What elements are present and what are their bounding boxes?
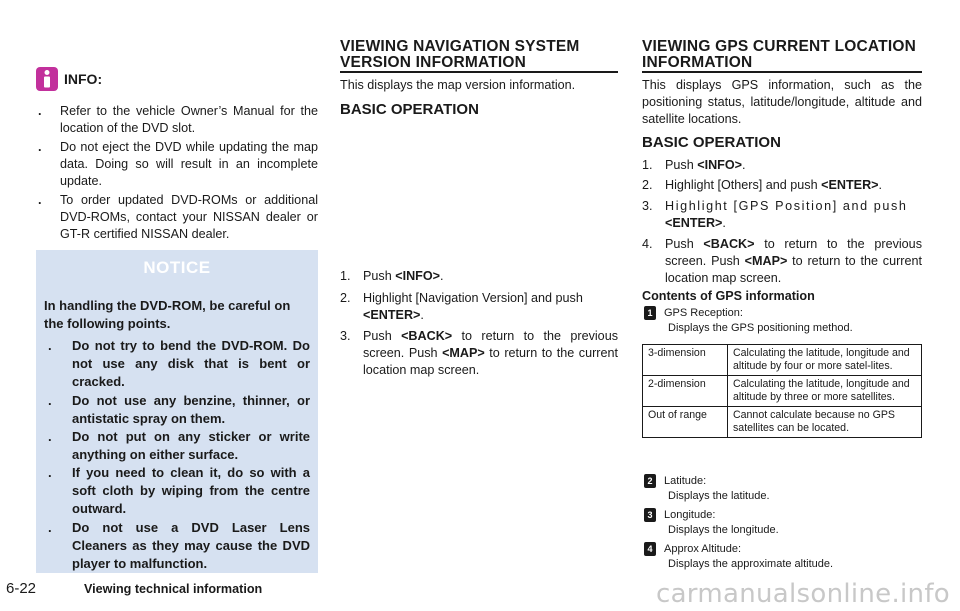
gps-item: 3 Longitude: Displays the longitude.: [644, 508, 779, 538]
notice-bullet: . Do not use a DVD Laser Lens Cleaners as they may cause the DVD player to malfunction.: [48, 520, 310, 571]
section-rule: [340, 71, 618, 73]
watermark: carmanualsonline.info: [655, 579, 950, 609]
info-bullet: . Do not eject the DVD while updating the map data. Doing so will result in an incomplete update.: [38, 140, 318, 188]
gps-step: 2. Highlight [Others] and push <ENTER>.: [642, 178, 883, 192]
gps-step: 4. Push <BACK> to return to the previous screen. Push <MAP> to return to the current location map screen.: [642, 237, 922, 285]
basic-operation-heading: BASIC OPERATION: [642, 134, 781, 151]
notice-bullet: . Do not use any benzine, thinner, or antistatic spray on them.: [48, 393, 310, 426]
gps-step: 1. Push <INFO>.: [642, 158, 746, 172]
info-bullet: . Refer to the vehicle Owner’s Manual for the location of the DVD slot.: [38, 104, 318, 135]
gps-intro: This displays GPS information, such as the positioning status, latitude/longitude, altitude and satellite locations.: [642, 78, 922, 126]
info-icon: [36, 67, 58, 91]
gps-item: 2 Latitude: Displays the latitude.: [644, 474, 770, 504]
nav-version-intro: This displays the map version information.: [340, 78, 576, 92]
nav-step: 2. Highlight [Navigation Version] and push <ENTER>.: [340, 291, 583, 322]
nav-version-heading: VIEWING NAVIGATION SYSTEM VERSION INFORMATION: [340, 38, 580, 71]
notice-bullet: . If you need to clean it, do so with a soft cloth by wiping from the centre outward.: [48, 465, 310, 516]
notice-bullet: . Do not try to bend the DVD-ROM. Do not use any disk that is bent or cracked.: [48, 338, 310, 389]
notice-bullet: . Do not put on any sticker or write anything on either surface.: [48, 429, 310, 462]
item-number-badge: 1: [644, 306, 656, 320]
notice-box: [36, 250, 318, 573]
notice-title: NOTICE: [36, 258, 318, 278]
gps-item: 1 GPS Reception: Displays the GPS positioning method.: [644, 306, 853, 336]
item-number-badge: 2: [644, 474, 656, 488]
page-number: 6-22: [6, 580, 37, 597]
nav-step: 3. Push <BACK> to return to the previous screen. Push <MAP> to return to the current location map screen.: [340, 329, 618, 377]
item-number-badge: 3: [644, 508, 656, 522]
item-number-badge: 4: [644, 542, 656, 556]
basic-operation-heading: BASIC OPERATION: [340, 101, 479, 118]
info-header: [36, 67, 102, 91]
footer-section-title: Viewing technical information: [84, 582, 263, 596]
notice-intro: In handling the DVD-ROM, be careful on the following points.: [44, 298, 291, 331]
gps-item: 4 Approx Altitude: Displays the approximate altitude.: [644, 542, 833, 572]
table-row: Out of range Cannot calculate because no GPS satellites can be located.: [643, 407, 922, 438]
section-rule: [642, 71, 922, 73]
table-row: 2-dimension Calculating the latitude, longitude and altitude by three or more satellites.: [643, 376, 922, 407]
nav-step: 1. Push <INFO>.: [340, 269, 444, 283]
info-label: INFO:: [64, 71, 103, 87]
gps-status-table: [642, 344, 922, 438]
info-bullet: . To order updated DVD-ROMs or additional DVD-ROMs, contact your NISSAN dealer or GT-R certified NISSAN dealer.: [38, 193, 318, 241]
table-row: 3-dimension Calculating the latitude, longitude and altitude by four or more satel-lites.: [643, 345, 922, 376]
gps-heading: VIEWING GPS CURRENT LOCATION INFORMATION: [642, 38, 916, 71]
gps-contents-heading: Contents of GPS information: [642, 289, 815, 303]
gps-step: 3. Highlight [GPS Position] and push <ENTER>.: [642, 199, 908, 230]
